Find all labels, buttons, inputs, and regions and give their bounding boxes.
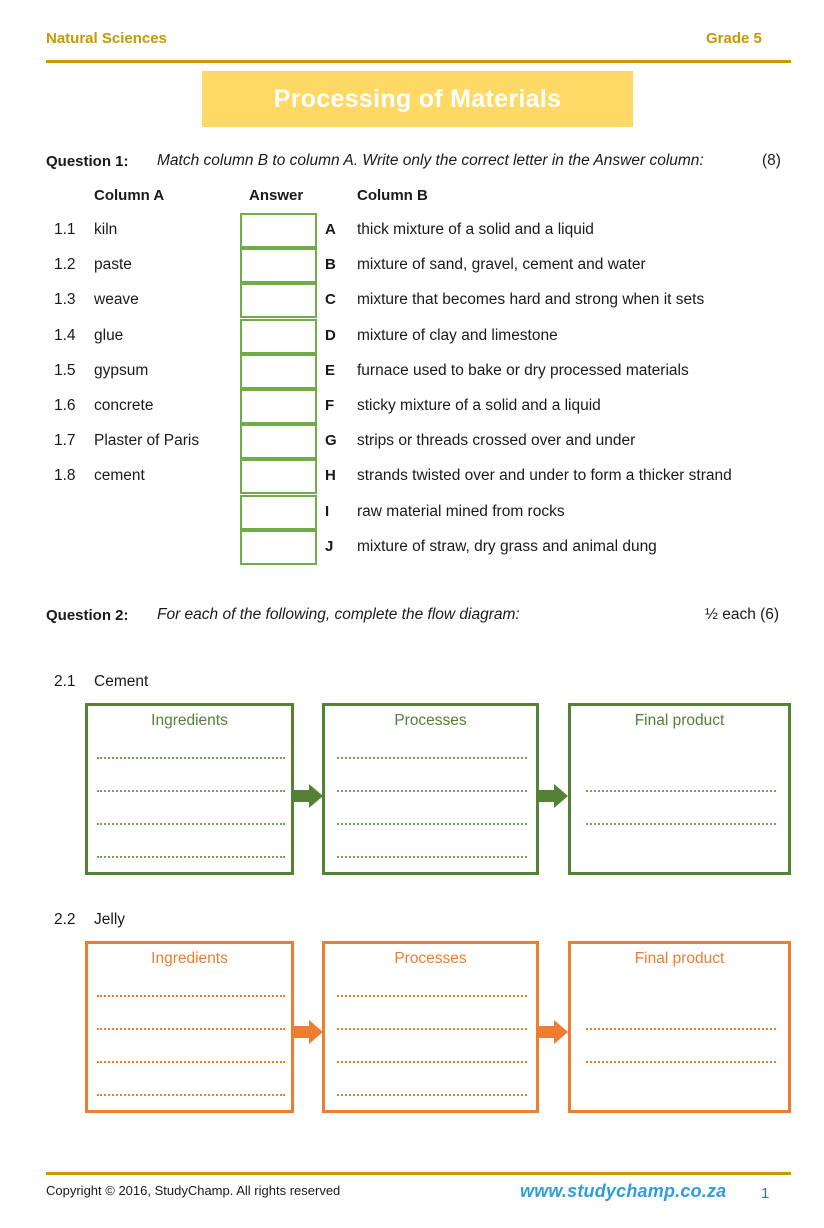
column-a-item: glue (94, 326, 124, 344)
footer-rule (46, 1172, 791, 1175)
answer-box[interactable] (240, 495, 317, 530)
item-number: 1.2 (54, 256, 76, 274)
ingredients-box (85, 941, 294, 1113)
diagram-number: 2.2 (54, 911, 76, 928)
column-b-letter: I (325, 502, 330, 520)
answer-line[interactable] (586, 1061, 776, 1063)
arrow-right-icon (538, 784, 568, 808)
column-b-letter: H (325, 467, 336, 485)
item-number: 1.7 (54, 432, 76, 450)
subject-label: Natural Sciences (46, 30, 167, 47)
column-b-letter: B (325, 256, 336, 274)
column-b-letter: E (325, 361, 336, 379)
column-a-item: gypsum (94, 361, 149, 379)
final-product-box (568, 941, 791, 1113)
answer-box[interactable] (240, 424, 317, 459)
box-title: Final product (634, 950, 725, 967)
box-title: Ingredients (151, 950, 228, 967)
column-b-description: mixture of sand, gravel, cement and water (357, 256, 646, 274)
answer-line[interactable] (97, 1094, 285, 1096)
item-number: 1.8 (54, 467, 76, 485)
question-2-label: Question 2: (46, 607, 129, 624)
column-b-description: sticky mixture of a solid and a liquid (357, 397, 601, 414)
page-title: Processing of Materials (273, 84, 562, 113)
final-product-box (568, 703, 791, 875)
item-number: 1.1 (54, 221, 76, 238)
answer-box[interactable] (240, 389, 317, 424)
title-banner (202, 71, 633, 127)
question-1-instruction: Match column B to column A. Write only the correct letter in the Answer column: (157, 152, 704, 169)
diagram-number: 2.1 (54, 673, 76, 690)
answer-line[interactable] (97, 1028, 285, 1030)
answer-line[interactable] (337, 995, 527, 997)
question-1-label: Question 1: (46, 153, 129, 170)
answer-line[interactable] (337, 1028, 527, 1030)
answer-box[interactable] (240, 248, 317, 283)
answer-box[interactable] (240, 283, 317, 318)
answer-line[interactable] (337, 1061, 527, 1063)
item-number: 1.3 (54, 291, 76, 309)
column-b-description: mixture that becomes hard and strong when it sets (357, 291, 705, 309)
column-a-item: kiln (94, 221, 118, 238)
answer-line[interactable] (97, 790, 285, 792)
question-2-instruction: For each of the following, complete the flow diagram: (157, 606, 520, 623)
column-b-description: furnace used to bake or dry processed materials (357, 361, 689, 379)
box-title: Final product (634, 712, 725, 729)
answer-line[interactable] (586, 1028, 776, 1030)
column-b-description: raw material mined from rocks (357, 502, 565, 520)
answer-line[interactable] (586, 790, 776, 792)
column-a-header: Column A (94, 187, 165, 204)
arrow-right-icon (538, 1020, 568, 1044)
column-b-description: mixture of straw, dry grass and animal dung (357, 537, 657, 555)
column-b-description: strands twisted over and under to form a thicker strand (357, 467, 732, 485)
answer-box[interactable] (240, 530, 317, 565)
column-b-description: mixture of clay and limestone (357, 326, 558, 344)
answer-box[interactable] (240, 319, 317, 354)
answer-header: Answer (249, 187, 304, 204)
column-b-letter: J (325, 537, 334, 555)
answer-box[interactable] (240, 354, 317, 389)
question-1-marks: (8) (762, 152, 781, 169)
column-b-header: Column B (357, 187, 428, 204)
item-number: 1.6 (54, 397, 76, 414)
arrow-right-icon (293, 1020, 323, 1044)
item-number: 1.5 (54, 361, 76, 379)
diagram-name: Jelly (94, 911, 126, 928)
answer-box[interactable] (240, 213, 317, 248)
column-b-letter: D (325, 326, 336, 344)
answer-line[interactable] (337, 823, 527, 825)
answer-line[interactable] (337, 1094, 527, 1096)
answer-line[interactable] (97, 757, 285, 759)
grade-label: Grade 5 (706, 30, 762, 47)
column-b-letter: C (325, 291, 336, 309)
column-b-letter: F (325, 397, 335, 414)
answer-line[interactable] (97, 1061, 285, 1063)
item-number: 1.4 (54, 326, 76, 344)
ingredients-box (85, 703, 294, 875)
answer-line[interactable] (97, 823, 285, 825)
copyright-text: Copyright © 2016, StudyChamp. All rights reserved (46, 1183, 341, 1198)
column-a-item: cement (94, 467, 145, 485)
column-b-description: strips or threads crossed over and under (357, 432, 636, 450)
answer-line[interactable] (97, 856, 285, 858)
box-title: Processes (394, 712, 467, 729)
processes-box (322, 941, 539, 1113)
answer-line[interactable] (337, 757, 527, 759)
answer-line[interactable] (337, 856, 527, 858)
website-link[interactable]: www.studychamp.co.za (520, 1181, 727, 1201)
diagram-name: Cement (94, 673, 149, 690)
arrow-right-icon (293, 784, 323, 808)
column-a-item: weave (94, 291, 139, 309)
answer-line[interactable] (97, 995, 285, 997)
box-title: Processes (394, 950, 467, 967)
answer-line[interactable] (337, 790, 527, 792)
column-b-description: thick mixture of a solid and a liquid (357, 221, 594, 238)
processes-box (322, 703, 539, 875)
answer-line[interactable] (586, 823, 776, 825)
column-b-letter: A (325, 221, 336, 238)
box-title: Ingredients (151, 712, 228, 729)
question-2-marks: ½ each (6) (705, 606, 780, 623)
column-a-item: paste (94, 256, 132, 274)
column-b-letter: G (325, 432, 337, 450)
column-a-item: concrete (94, 397, 154, 414)
page-number: 1 (761, 1185, 770, 1202)
header-rule (46, 60, 791, 63)
answer-box[interactable] (240, 459, 317, 494)
column-a-item: Plaster of Paris (94, 432, 200, 450)
